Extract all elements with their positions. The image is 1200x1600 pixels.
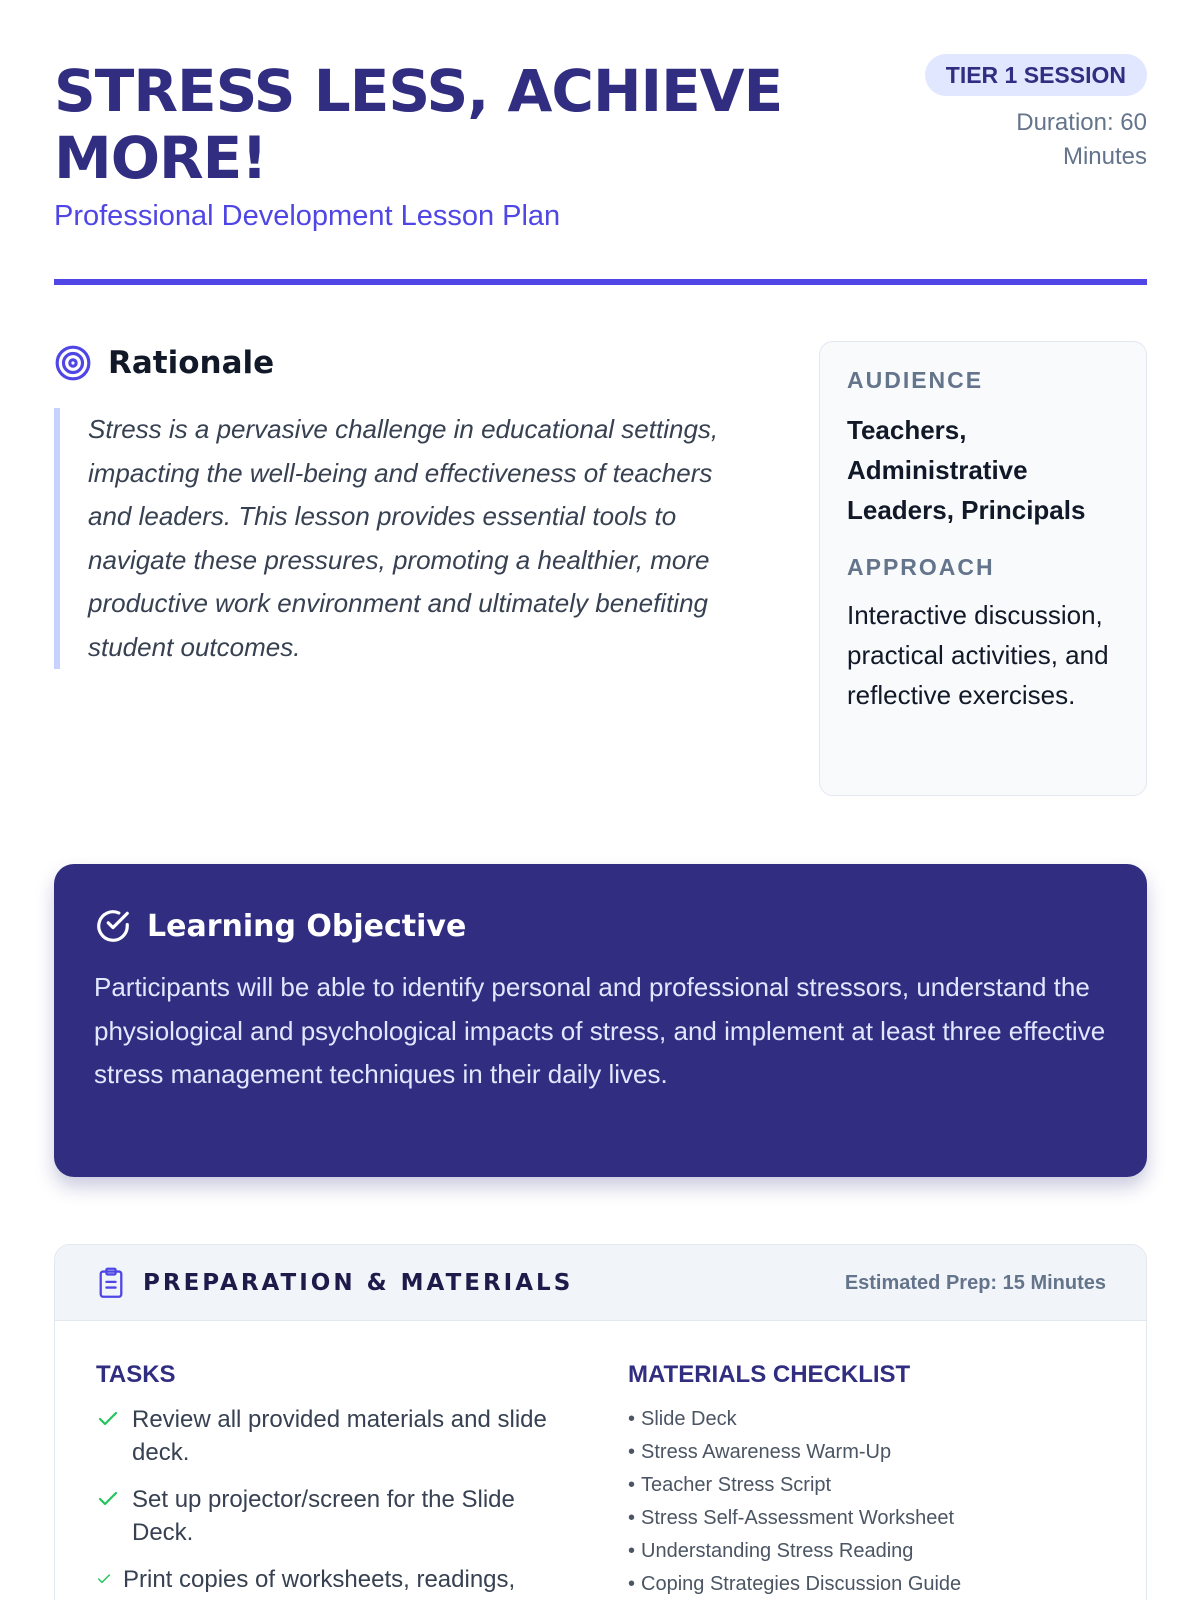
rationale-header bbox=[54, 338, 754, 388]
checkmark-icon bbox=[96, 1407, 120, 1431]
material-item: • Coping Strategies Discussion Guide bbox=[628, 1568, 1108, 1600]
material-item: • Stress Self-Assessment Worksheet bbox=[628, 1502, 1108, 1535]
page-title: STRESS LESS, ACHIEVE MORE! bbox=[54, 57, 783, 192]
target-icon bbox=[54, 344, 92, 382]
task-item bbox=[96, 1483, 576, 1549]
materials-title: MATERIALS CHECKLIST bbox=[628, 1361, 911, 1388]
checkmark-icon bbox=[96, 1487, 120, 1511]
task-list bbox=[96, 1403, 576, 1596]
lesson-plan-page bbox=[54, 0, 1147, 1600]
objective-title: Learning Objective bbox=[147, 908, 467, 944]
task-item bbox=[96, 1403, 576, 1469]
material-item: • Understanding Stress Reading bbox=[628, 1535, 1108, 1568]
rationale-text: Stress is a pervasive challenge in educational settings, impacting the well-being and effectiveness of teachers and leaders. This lesson provides essential tools to navigate these pressures, promoting a healthier, more productive work environment and ultimately benefiting student outcomes. bbox=[54, 408, 754, 669]
rationale-section bbox=[54, 338, 754, 662]
clipboard-icon bbox=[97, 1267, 125, 1299]
tier-badge: TIER 1 SESSION bbox=[925, 54, 1147, 96]
check-circle-icon bbox=[94, 907, 132, 945]
audience-value: Teachers, Administrative Leaders, Principals bbox=[847, 415, 1086, 525]
duration-text: Duration: 60 Minutes bbox=[1016, 109, 1147, 170]
audience-label: AUDIENCE bbox=[847, 367, 984, 393]
rationale-title: Rationale bbox=[108, 345, 275, 381]
checkmark-icon bbox=[96, 1571, 112, 1587]
prep-estimate: Estimated Prep: 15 Minutes bbox=[844, 1272, 1106, 1294]
learning-objective-card bbox=[54, 864, 1147, 1177]
page-subtitle: Professional Development Lesson Plan bbox=[54, 200, 561, 232]
approach-label: APPROACH bbox=[847, 554, 995, 580]
prep-title: PREPARATION & MATERIALS bbox=[143, 1269, 574, 1296]
tasks-column bbox=[96, 1361, 576, 1600]
info-card bbox=[819, 341, 1147, 796]
objective-text: Participants will be able to identify personal and professional stressors, understand the physiological and psychological impacts of stress, and implement at least three effective stress management techniques in their daily lives. bbox=[94, 972, 1106, 1089]
task-text: Print copies of worksheets, readings, bbox=[123, 1566, 516, 1593]
materials-column bbox=[628, 1361, 1108, 1600]
objective-header bbox=[94, 904, 1107, 948]
material-item: • Stress Awareness Warm-Up bbox=[628, 1436, 1108, 1469]
preparation-card bbox=[54, 1244, 1147, 1600]
task-text: Set up projector/screen for the Slide Deck. bbox=[132, 1486, 515, 1546]
material-item: • Teacher Stress Script bbox=[628, 1469, 1108, 1502]
header-divider bbox=[54, 279, 1147, 285]
task-item bbox=[96, 1563, 576, 1596]
page-header bbox=[54, 58, 1147, 288]
tasks-title: TASKS bbox=[96, 1361, 176, 1388]
materials-list bbox=[628, 1403, 1108, 1600]
prep-header bbox=[55, 1245, 1146, 1321]
material-item: • Slide Deck bbox=[628, 1403, 1108, 1436]
task-text: Review all provided materials and slide deck. bbox=[132, 1406, 547, 1466]
approach-value: Interactive discussion, practical activities, and reflective exercises. bbox=[847, 600, 1109, 710]
